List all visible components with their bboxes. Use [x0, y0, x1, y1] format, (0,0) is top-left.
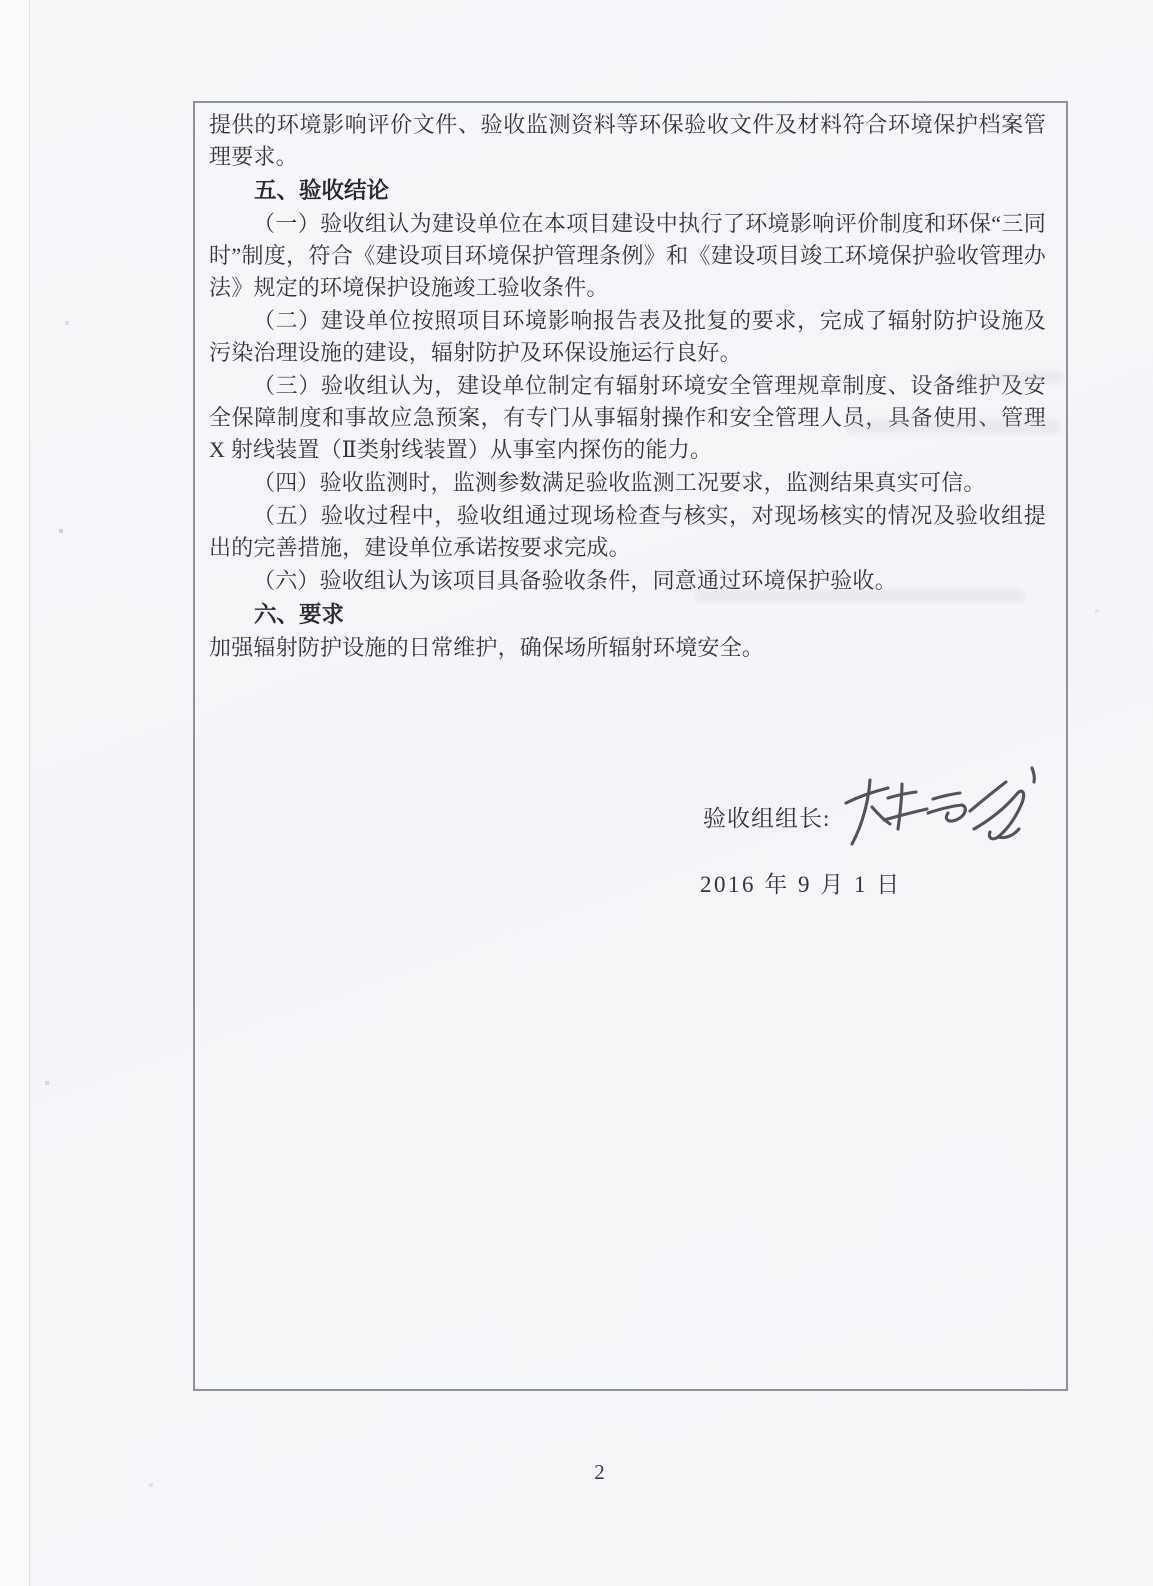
scan-dust-specks — [0, 0, 2, 2]
signature-date: 2016 年 9 月 1 日 — [700, 872, 902, 897]
bleed-through-artifact — [952, 371, 1064, 384]
document-cell — [193, 101, 1068, 1391]
conclusion-item-3: （三）验收组认为，建设单位制定有辐射环境安全管理规章制度、设备维护及安全保障制度和事故应急预案，有专门从事辐射操作和安全管理人员，具备使用、管理 X 射线装置（Ⅱ类射线装置）从事室内探伤的能力。 — [209, 373, 1046, 462]
conclusion-item-6: （六）验收组认为该项目具备验收条件，同意通过环境保护验收。 — [253, 568, 897, 593]
conclusion-item-5: （五）验收过程中，验收组通过现场检查与核实，对现场核实的情况及验收组提出的完善措施，建设单位承诺按要求完成。 — [209, 503, 1046, 560]
signature-block — [700, 758, 1060, 897]
page-number: 2 — [594, 1460, 605, 1484]
bleed-through-artifact — [847, 419, 1061, 434]
section-heading-requirement: 六、要求 — [254, 602, 345, 627]
conclusion-item-1: （一）验收组认为建设单位在本项目建设中执行了环境影响评价制度和环保“三同时”制度，符合《建设项目环境保护管理条例》和《建设项目竣工环境保护验收管理办法》规定的环境保护设施竣工验收条件。 — [209, 211, 1046, 300]
signature-label: 验收组组长: — [703, 806, 831, 831]
section-heading-conclusion: 五、验收结论 — [254, 178, 390, 203]
scanner-edge-strip — [0, 0, 30, 1586]
bleed-through-artifact — [695, 589, 1025, 602]
document-body — [209, 109, 1046, 664]
requirement-paragraph: 加强辐射防护设施的日常维护，确保场所辐射环境安全。 — [209, 635, 765, 660]
conclusion-item-2: （二）建设单位按照项目环境影响报告表及批复的要求，完成了辐射防护设施及污染治理设施的建设，辐射防护及环保设施运行良好。 — [209, 308, 1046, 365]
conclusion-item-4: （四）验收监测时，监测参数满足验收监测工况要求，监测结果真实可信。 — [253, 470, 986, 495]
intro-paragraph: 提供的环境影响评价文件、验收监测资料等环保验收文件及材料符合环境保护档案管理要求。 — [209, 112, 1046, 169]
handwritten-signature — [836, 758, 1046, 868]
signature-row — [700, 758, 1060, 864]
